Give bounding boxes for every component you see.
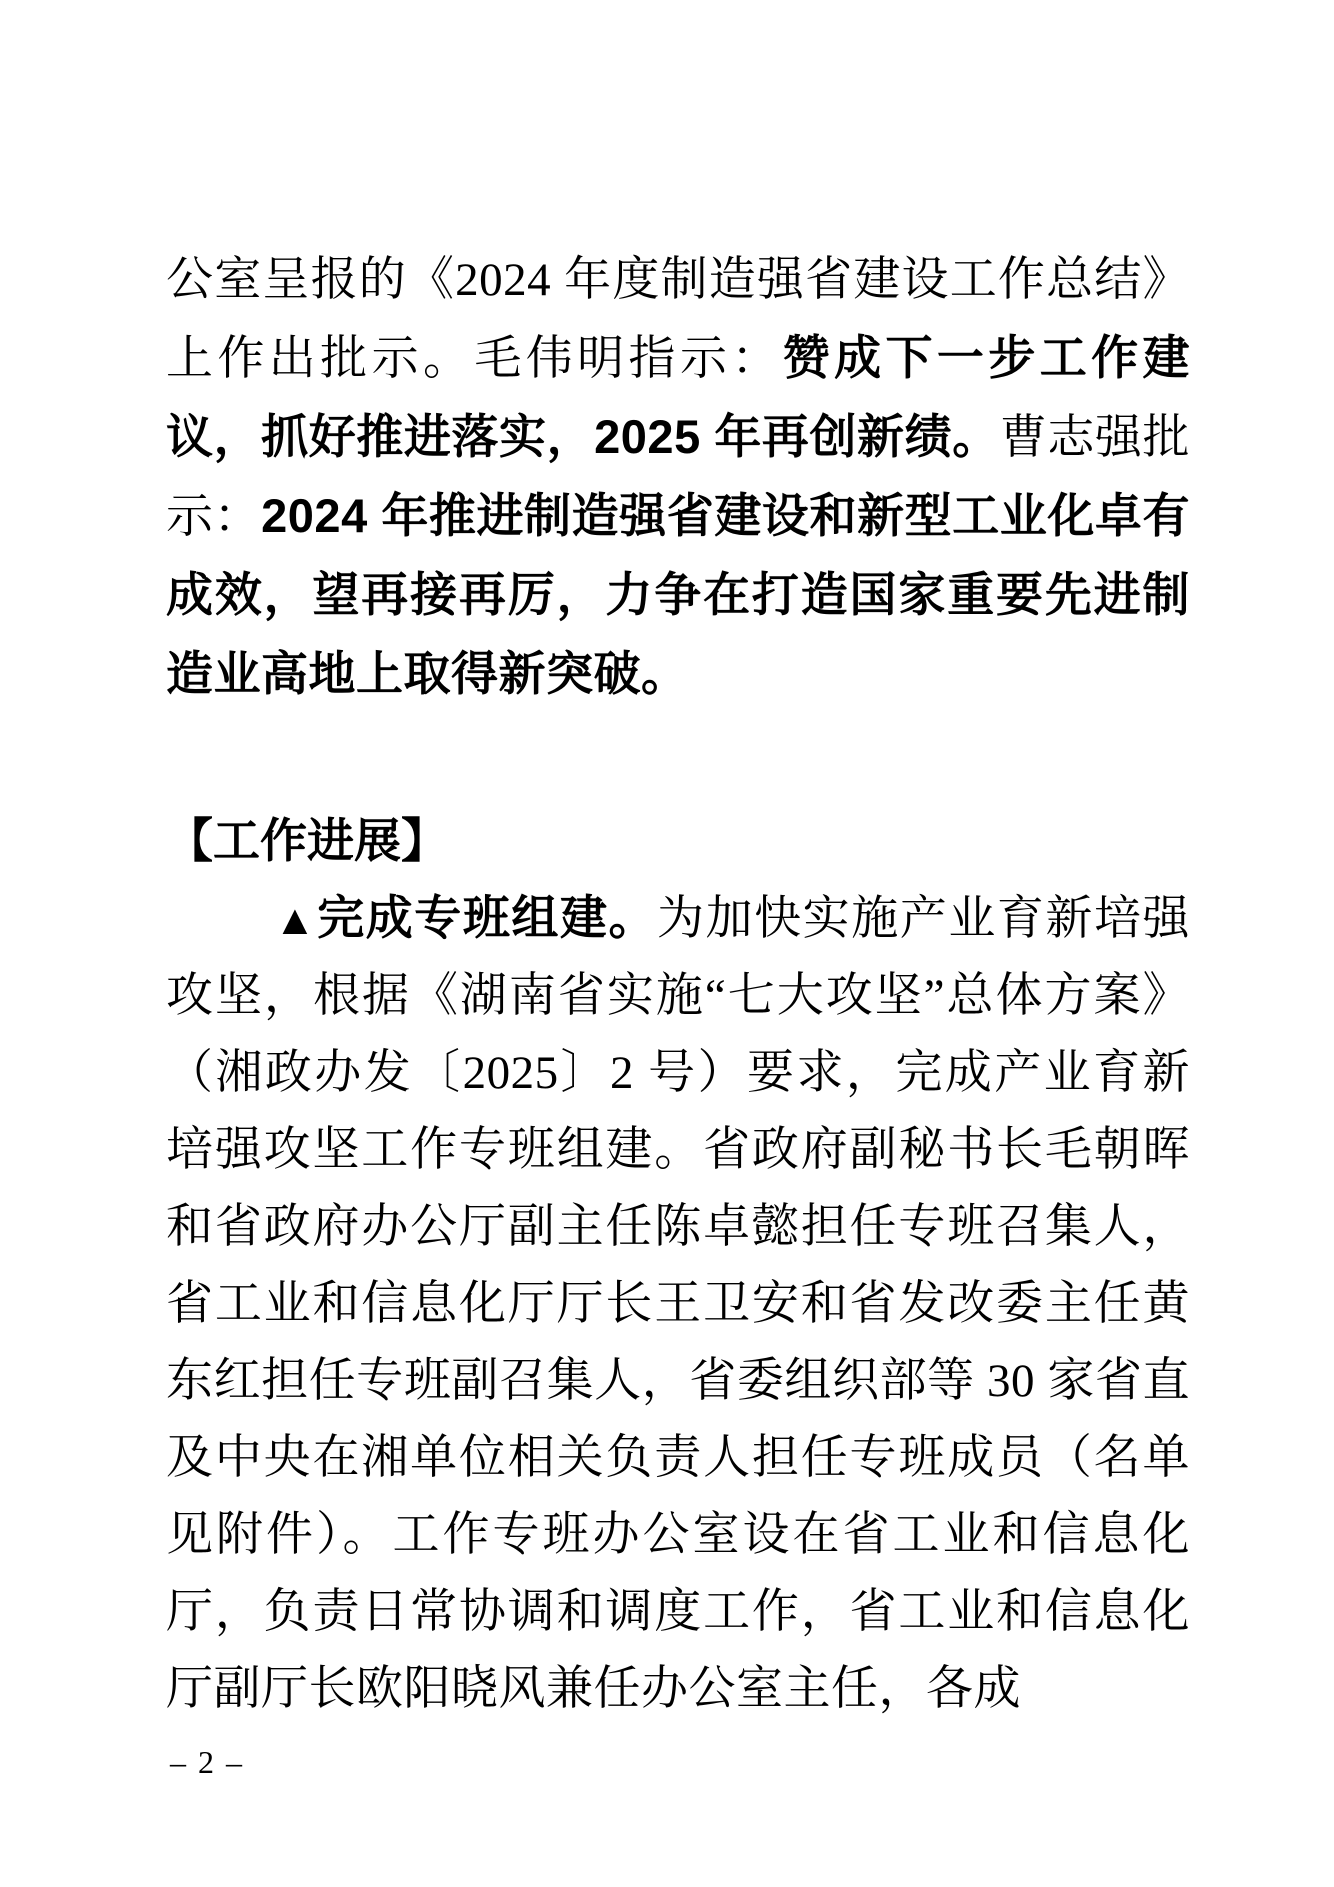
paragraph-lead: 完成专班组建。 bbox=[317, 891, 658, 944]
text-body bbox=[166, 242, 1190, 1728]
text-run: 曹志强批示： bbox=[166, 412, 1190, 543]
section-heading-work-progress: 【工作进展】 bbox=[166, 814, 448, 867]
paragraph-body: 为加快实施产业育新培强攻坚，根据《湖南省实施“七大攻坚”总体方案》（湘政办发〔2025〕2 号）要求，完成产业育新培强攻坚工作专班组建。省政府副秘书长毛朝晖和省政府办公厅副主任陈卓懿担任专班召集人，省工业和信息化厅厅长王卫安和省发改委主任黄东红担任专班副召集人，省委组织部等 30 家省直及中央在湘单位相关负责人担任专班成员（名单见附件）。工作专班办公室设在省工业和信息化厅，负责日常协调和调度工作，省工业和信息化厅副厅长欧阳晓风兼任办公室主任，各成 bbox=[166, 893, 1191, 1715]
emphasis-run-instruction-2: 2024 年推进制造强省建设和新型工业化卓有成效，望再接再厉，力争在打造国家重要先进制造业高地上取得新突破。 bbox=[166, 489, 1191, 700]
paragraph-continuation bbox=[166, 242, 1190, 714]
emphasis-run-instruction-1: 赞成下一步工作建议，抓好推进落实，2025 年再创新绩。 bbox=[166, 331, 1191, 463]
paragraph-work-progress bbox=[166, 879, 1190, 1728]
page-number: – 2 – bbox=[170, 1744, 244, 1780]
text-run: 公室呈报的《2024 年度制造强省建设工作总结》上作出批示。毛伟明指示： bbox=[166, 254, 1190, 385]
triangle-bullet-icon: ▲ bbox=[274, 896, 318, 943]
